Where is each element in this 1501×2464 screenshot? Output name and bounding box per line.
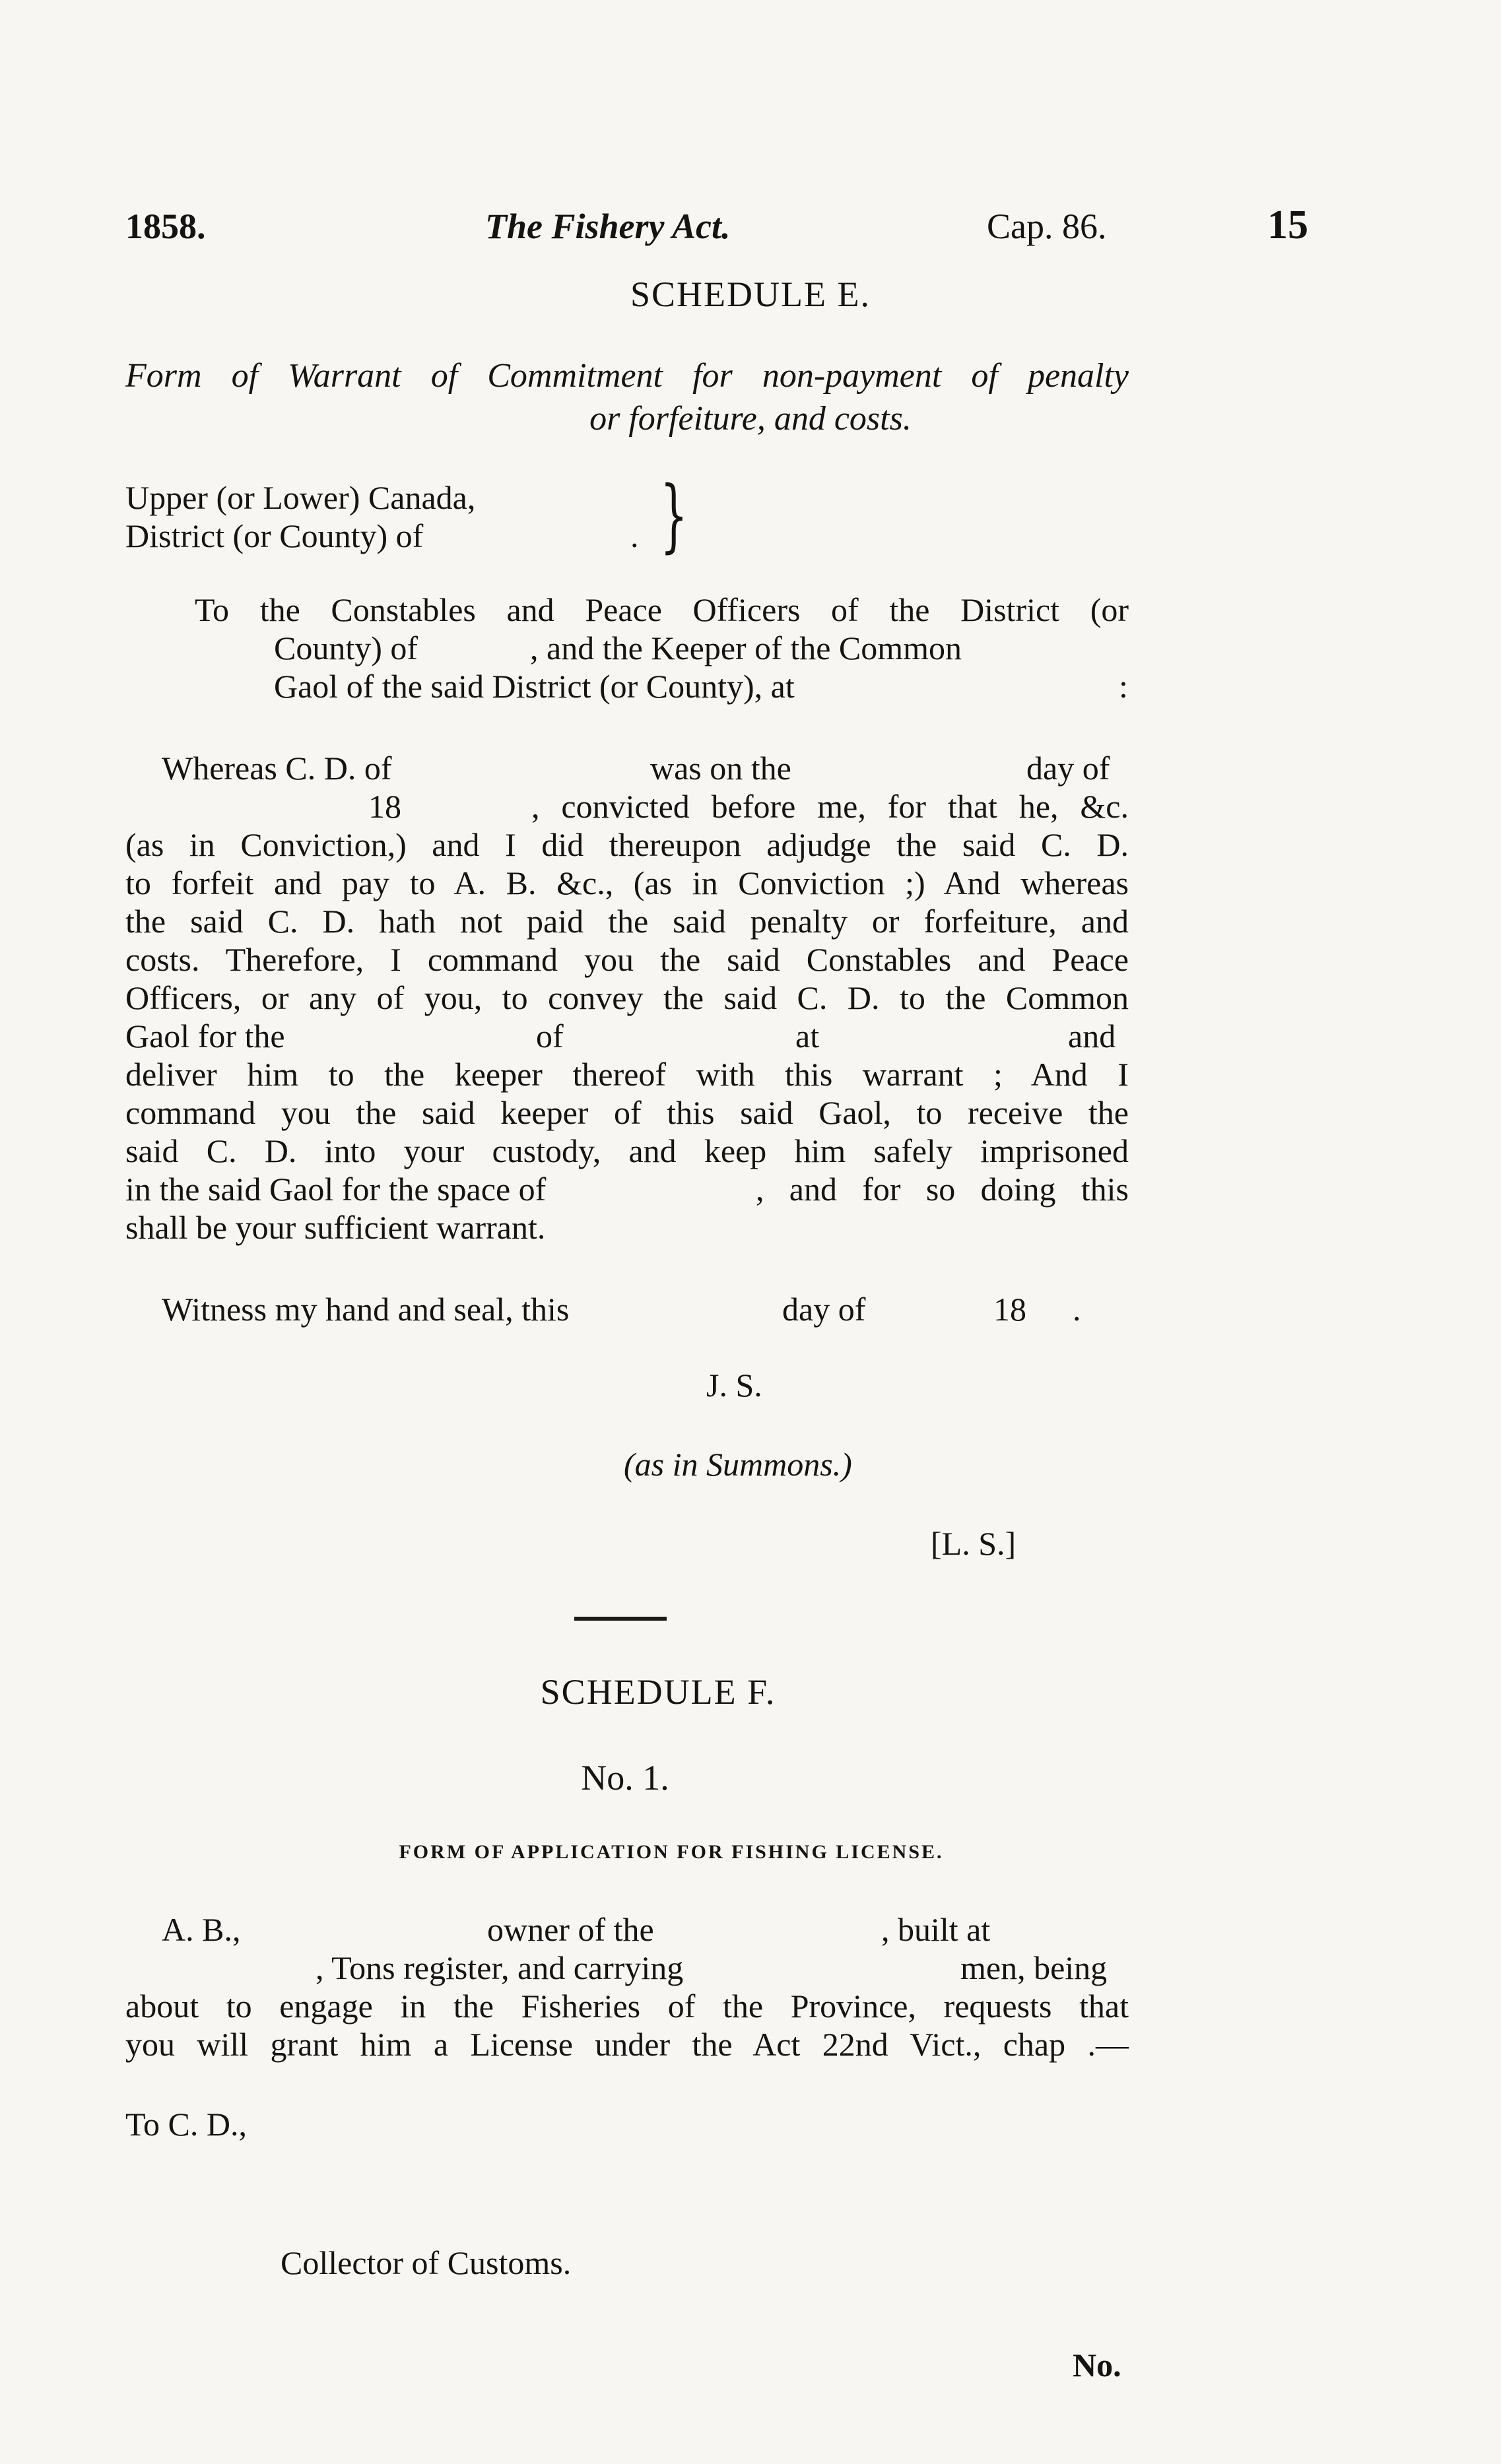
warrant-l10: command you the said keeper of this said Gaol, to receive the (125, 1094, 1129, 1131)
application-l1-a: A. B., (162, 1911, 241, 1948)
warrant-l13: shall be your sufficient warrant. (125, 1209, 546, 1246)
witness-c: 18 (993, 1291, 1026, 1328)
schedule-f-heading: SCHEDULE F. (540, 1672, 776, 1712)
running-head-chapter: Cap. 86. (987, 207, 1107, 246)
venue-line1: Upper (or Lower) Canada, (125, 479, 476, 516)
address-line2-a: County) of (274, 630, 418, 666)
warrant-l1-a: Whereas C. D. of (162, 750, 392, 787)
warrant-l6: costs. Therefore, I command you the said Constables and Peace (125, 941, 1129, 978)
warrant-l8-b: of (536, 1018, 564, 1054)
witness-b: day of (782, 1291, 866, 1328)
application-l4: you will grant him a License under the Act 22nd Vict., chap .— (125, 2026, 1129, 2063)
address-line3-a: Gaol of the said District (or County), at (274, 668, 795, 705)
running-head-title: The Fishery Act. (485, 207, 731, 246)
collector-of-customs: Collector of Customs. (281, 2244, 572, 2281)
schedule-f-form-heading: FORM OF APPLICATION FOR FISHING LICENSE. (399, 1841, 944, 1863)
warrant-l4: to forfeit and pay to A. B. &c., (as in Conviction ;) And whereas (125, 864, 1129, 901)
catchword: No. (1073, 2347, 1121, 2383)
application-l2-a: , Tons register, and carrying (316, 1949, 684, 1986)
warrant-l8-c: at (795, 1018, 820, 1054)
witness-a: Witness my hand and seal, this (162, 1291, 570, 1328)
schedule-e-form-title-line2: or forfeiture, and costs. (589, 400, 912, 438)
schedule-e-form-title-line1: Form of Warrant of Commitment for non-payment of penalty (125, 357, 1129, 395)
as-in-summons: (as in Summons.) (624, 1446, 852, 1483)
address-line2-b: , and the Keeper of the Common (530, 630, 962, 666)
warrant-l8-a: Gaol for the (125, 1018, 285, 1054)
application-l1-c: , built at (881, 1911, 991, 1948)
section-divider (574, 1617, 667, 1621)
schedule-e-heading: SCHEDULE E. (630, 275, 871, 314)
running-head-year: 1858. (125, 207, 206, 246)
warrant-l3: (as in Conviction,) and I did thereupon adjudge the said C. D. (125, 826, 1129, 863)
warrant-l12-a: in the said Gaol for the space of (125, 1171, 547, 1208)
addressee: To C. D., (125, 2106, 248, 2143)
address-line3-b: : (1119, 668, 1128, 705)
application-l2-b: men, being (960, 1949, 1108, 1986)
warrant-body-block-2 (125, 1055, 1129, 1170)
warrant-l11: said C. D. into your custody, and keep him safely imprisoned (125, 1132, 1129, 1169)
warrant-l2-b: , convicted before me, for that he, &c. (531, 788, 1129, 825)
warrant-l8-d: and (1068, 1018, 1116, 1054)
application-l3: about to engage in the Fisheries of the Province, requests that (125, 1988, 1129, 2025)
application-body-block (125, 1987, 1129, 2063)
venue-brace: } (660, 470, 688, 562)
warrant-l5: the said C. D. hath not paid the said penalty or forfeiture, and (125, 903, 1129, 940)
venue-period: . (630, 517, 639, 554)
address-line1 (195, 591, 1129, 629)
warrant-l12-b: , and for so doing this (756, 1171, 1129, 1208)
address-line1-text: To the Constables and Peace Officers of the District (or (195, 591, 1129, 628)
warrant-l9: deliver him to the keeper thereof with this warrant ; And I (125, 1056, 1129, 1093)
application-l1-b: owner of the (487, 1911, 654, 1948)
schedule-f-number: No. 1. (581, 1758, 669, 1798)
warrant-l1-c: day of (1026, 750, 1110, 787)
warrant-l2-a: 18 (368, 788, 401, 825)
witness-d: . (1073, 1291, 1081, 1328)
warrant-l12-b-wrap (756, 1170, 1129, 1208)
warrant-l2-b-wrap (531, 787, 1129, 826)
page-number: 15 (1267, 203, 1308, 247)
warrant-l1-b: was on the (650, 750, 791, 787)
venue-line2: District (or County) of (125, 517, 424, 554)
warrant-l7: Officers, or any of you, to convey the said C. D. to the Common (125, 979, 1129, 1016)
warrant-body-block (125, 826, 1129, 1017)
signature-initials: J. S. (706, 1367, 762, 1404)
address-line2 (274, 629, 1129, 667)
seal-mark: [L. S.] (931, 1525, 1017, 1562)
